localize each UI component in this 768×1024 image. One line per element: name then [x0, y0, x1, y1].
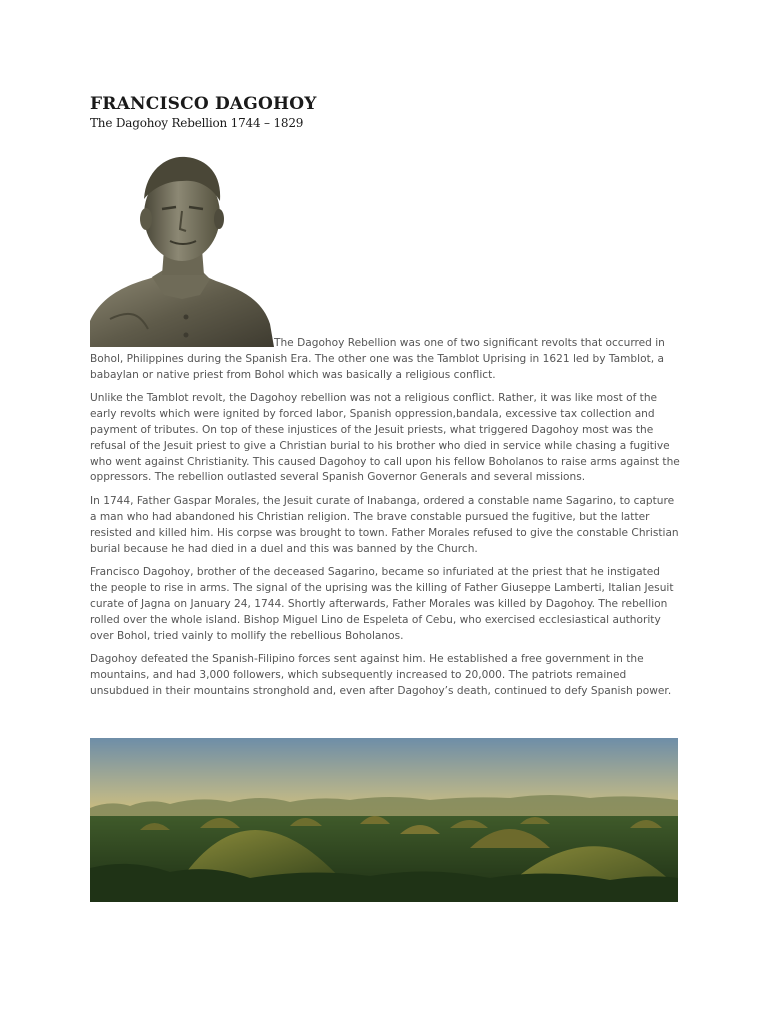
paragraph-4: Francisco Dagohoy, brother of the deceased Sagarino, became so infuriated at the priest that he instigated the people to rise in arms. The signal of the uprising was the killing of Father Giuseppe Lamberti, Italian Jesuit curate of Jagna on January 24, 1744. Shortly afterwards, Father Morales was killed by Dagohoy. The rebellion rolled over the whole island. Bishop Miguel Lino de Espeleta of Cebu, who exercised ecclesiastical authority over Bohol, tried vainly to mollify the rebellious Boholanos. [90, 566, 674, 642]
paragraph-2: Unlike the Tamblot revolt, the Dagohoy rebellion was not a religious conflict. Rather, it was like most of the early revolts which were ignited by forced labor, Spanish oppression,bandala, excessive tax collection and payment of tributes. On top of these injustices of the Jesuit priests, what triggered Dagohoy most was the refusal of the Jesuit priest to give a Christian burial to his brother who died in service while chasing a fugitive who went against Christianity. This caused Dagohoy to call upon his fellow Boholanos to raise arms against the oppressors. The rebellion outlasted several Spanish Governor Generals and several missions. [90, 392, 680, 484]
paragraph-3: In 1744, Father Gaspar Morales, the Jesuit curate of Inabanga, ordered a constable name Sagarino, to capture a man who had abandoned his Christian religion. The brave constable pursued the fugitive, but the latter resisted and killed him. His corpse was brought to town. Father Morales refused to give the constable Christian burial because he had died in a duel and this was banned by the Church. [90, 495, 679, 555]
document-subtitle: The Dagohoy Rebellion 1744 – 1829 [90, 116, 304, 130]
document-title: FRANCISCO DAGOHOY [90, 94, 317, 114]
dagohoy-statue-image [90, 149, 274, 347]
paragraph-1: The Dagohoy Rebellion was one of two significant revolts that occurred in Bohol, Philippines during the Spanish Era. The other one was the Tamblot Uprising in 1621 led by Tamblot, a babaylan or native priest from Bohol which was basically a religious conflict. [90, 337, 665, 381]
portrait-container [90, 149, 680, 347]
paragraph-5: Dagohoy defeated the Spanish-Filipino forces sent against him. He established a free government in the mountains, and had 3,000 followers, which subsequently increased to 20,000. The patriots remained unsubdued in their mountains stronghold and, even after Dagohoy’s death, continued to defy Spanish power. [90, 653, 672, 697]
document-page [90, 94, 680, 708]
chocolate-hills-image [90, 738, 678, 902]
